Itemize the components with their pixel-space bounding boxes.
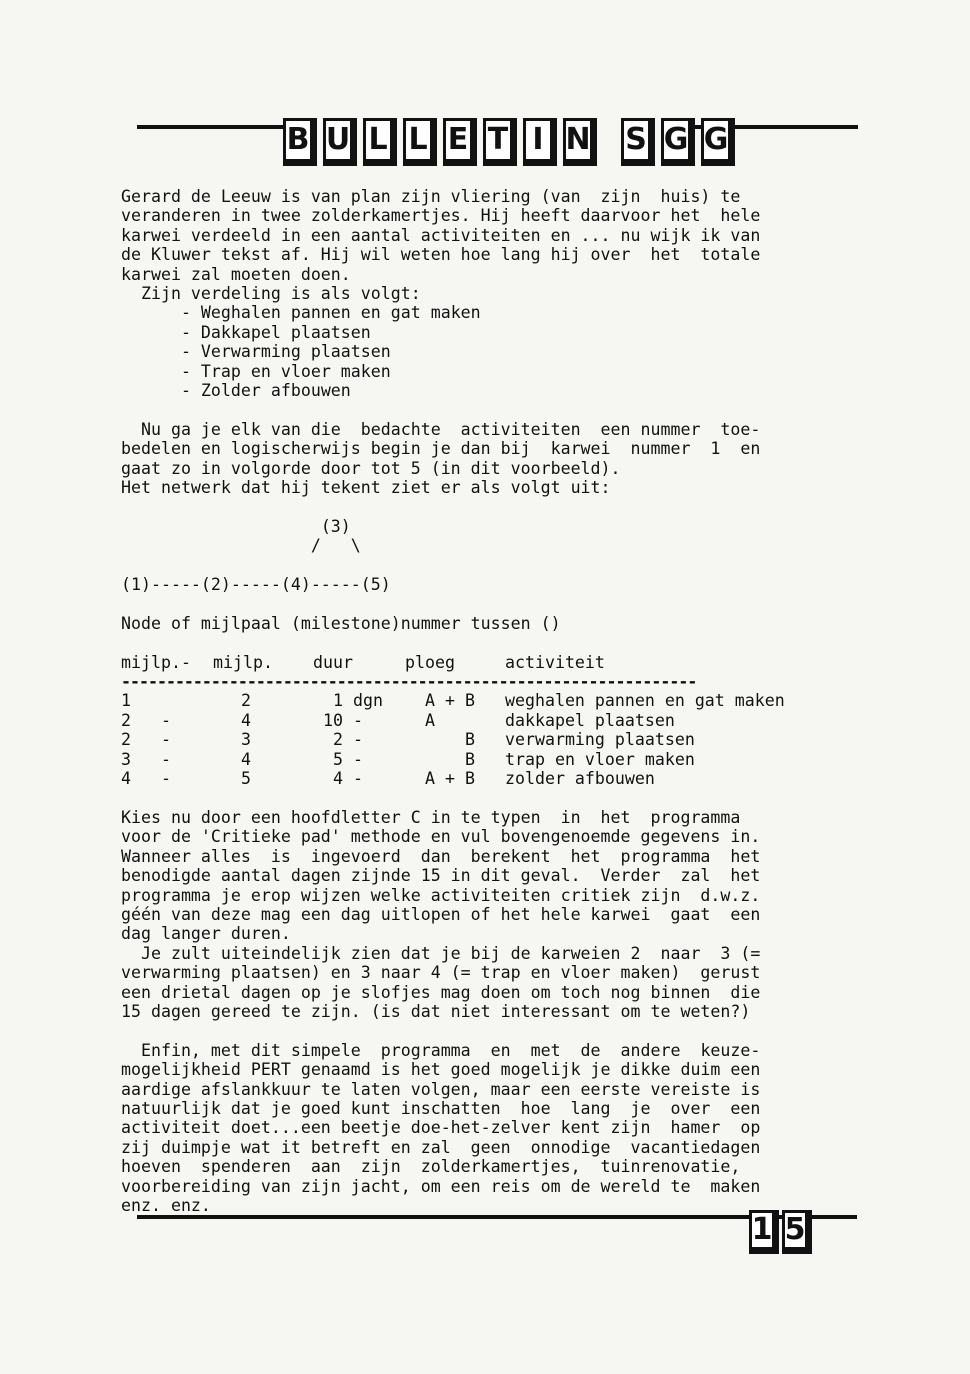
text-line: 15 dagen gereed te zijn. (is dat niet interessant om te weten?) <box>121 1001 751 1021</box>
cell-activiteit: trap en vloer maken <box>505 749 695 769</box>
cell-ploeg: B <box>465 730 475 750</box>
network-diagram-line: / \ <box>121 536 361 556</box>
text-line: Je zult uiteindelijk zien dat je bij de karweien 2 naar 3 (= <box>121 943 761 963</box>
col-header: mijlp. <box>213 652 273 672</box>
cell-activiteit: zolder afbouwen <box>505 769 655 789</box>
node-caption: Node of mijlpaal (milestone)nummer tussen () <box>121 613 561 633</box>
text-line: Het netwerk dat hij tekent ziet er als volgt uit: <box>121 478 611 498</box>
text-line: hoeven spenderen aan zijn zolderkamertjes, tuinrenovatie, <box>121 1157 741 1177</box>
table-separator: ---------------------------------------------------------------- <box>121 672 697 692</box>
cell-ploeg: A + B <box>425 769 475 789</box>
page-number-digit: 5 <box>782 1210 812 1254</box>
text-line: karwei verdeeld in een aantal activiteiten en ... nu wijk ik van <box>121 225 761 245</box>
cell-duur: 2 - <box>333 730 363 750</box>
masthead-letter: N <box>563 118 597 166</box>
text-line: karwei zal moeten doen. <box>121 264 351 284</box>
text-line: Enfin, met dit simpele programma en met de andere keuze- <box>121 1040 761 1060</box>
cell-from: 2 - <box>121 730 171 750</box>
task-item: - Weghalen pannen en gat maken <box>121 303 481 323</box>
masthead-rule-left <box>137 125 283 129</box>
text-line: verwarming plaatsen) en 3 naar 4 (= trap en vloer maken) gerust <box>121 963 761 983</box>
masthead-letter: B <box>283 118 317 166</box>
text-line: programma je erop wijzen welke activiteiten critiek zijn d.w.z. <box>121 885 761 905</box>
text-line: activiteit doet...een beetje doe-het-zelver kent zijn hamer op <box>121 1118 761 1138</box>
text-line: géén van deze mag een dag uitlopen of het hele karwei gaat een <box>121 904 761 924</box>
cell-activiteit: verwarming plaatsen <box>505 730 695 750</box>
table-row <box>121 691 785 710</box>
cell-ploeg: B <box>465 749 475 769</box>
network-diagram-line: (1)-----(2)-----(4)-----(5) <box>121 575 391 595</box>
network-diagram-line: (3) <box>121 516 351 536</box>
cell-ploeg: A + B <box>425 691 475 711</box>
masthead-letter: G <box>701 118 735 166</box>
text-line: een drietal dagen op je slofjes mag doen om toch nog binnen die <box>121 982 761 1002</box>
task-item: - Verwarming plaatsen <box>121 342 391 362</box>
text-line: benodigde aantal dagen zijnde 15 in dit geval. Verder zal het <box>121 866 761 886</box>
masthead-letter: G <box>661 118 695 166</box>
text-line: dag langer duren. <box>121 924 291 944</box>
cell-activiteit: dakkapel plaatsen <box>505 710 675 730</box>
text-line: gaat zo in volgorde door tot 5 (in dit voorbeeld). <box>121 458 621 478</box>
text-line: mogelijkheid PERT genaamd is het goed mogelijk je dikke duim een <box>121 1060 761 1080</box>
col-header: mijlp.- <box>121 652 191 672</box>
task-item: - Dakkapel plaatsen <box>121 322 371 342</box>
text-line: Kies nu door een hoofdletter C in te typen in het programma <box>121 807 741 827</box>
cell-duur: 5 - <box>333 749 363 769</box>
cell-to: 5 <box>241 769 251 789</box>
cell-ploeg: A <box>425 710 435 730</box>
task-item: - Trap en vloer maken <box>121 361 391 381</box>
text-line: Gerard de Leeuw is van plan zijn vliering (van zijn huis) te <box>121 187 741 206</box>
cell-to: 3 <box>241 730 251 750</box>
col-header: ploeg <box>405 652 455 672</box>
col-header: duur <box>313 652 353 672</box>
masthead-letter: L <box>403 118 437 166</box>
cell-to: 4 <box>241 749 251 769</box>
cell-from: 2 - <box>121 710 171 730</box>
text-line: enz. enz. <box>121 1196 211 1216</box>
masthead-letter: L <box>363 118 397 166</box>
cell-from: 1 <box>121 691 131 711</box>
text-line: Nu ga je elk van die bedachte activiteiten een nummer toe- <box>121 419 761 439</box>
table-header-row <box>121 653 785 672</box>
cell-from: 3 - <box>121 749 171 769</box>
text-line: Zijn verdeling is als volgt: <box>121 284 421 304</box>
cell-duur: 10 - <box>323 710 363 730</box>
cell-to: 2 <box>241 691 251 711</box>
text-line: veranderen in twee zolderkamertjes. Hij heeft daarvoor het hele <box>121 206 761 226</box>
masthead-letter: U <box>323 118 357 166</box>
cell-to: 4 <box>241 710 251 730</box>
masthead-title <box>283 118 735 166</box>
task-item: - Zolder afbouwen <box>121 381 351 401</box>
table-row <box>121 711 785 730</box>
masthead-letter: T <box>483 118 517 166</box>
text-line: voorbereiding van zijn jacht, om een reis om de wereld te maken <box>121 1176 761 1196</box>
text-line: bedelen en logischerwijs begin je dan bij karwei nummer 1 en <box>121 439 761 459</box>
text-line: de Kluwer tekst af. Hij wil weten hoe lang hij over het totale <box>121 245 761 265</box>
masthead-letter: S <box>621 118 655 166</box>
cell-duur: 4 - <box>333 769 363 789</box>
masthead-letter: E <box>443 118 477 166</box>
col-header: activiteit <box>505 652 605 672</box>
cell-from: 4 - <box>121 769 171 789</box>
text-line: aardige afslankkuur te laten volgen, maar een eerste vereiste is <box>121 1079 761 1099</box>
text-line: zij duimpje wat it betreft en zal geen onnodige vacantiedagen <box>121 1137 761 1157</box>
article-body <box>121 187 863 1215</box>
table-row <box>121 769 785 788</box>
page-number-digit: 1 <box>749 1210 779 1254</box>
text-line: Wanneer alles is ingevoerd dan berekent het programma het <box>121 846 761 866</box>
cell-activiteit: weghalen pannen en gat maken <box>505 691 785 711</box>
table-row <box>121 750 785 769</box>
text-line: natuurlijk dat je goed kunt inschatten hoe lang je over een <box>121 1098 761 1118</box>
page-number <box>749 1210 812 1254</box>
activity-table <box>121 653 785 789</box>
table-row <box>121 730 785 749</box>
masthead-letter: I <box>523 118 557 166</box>
text-line: voor de 'Critieke pad' methode en vul bovengenoemde gegevens in. <box>121 827 761 847</box>
cell-duur: 1 dgn <box>333 691 383 711</box>
